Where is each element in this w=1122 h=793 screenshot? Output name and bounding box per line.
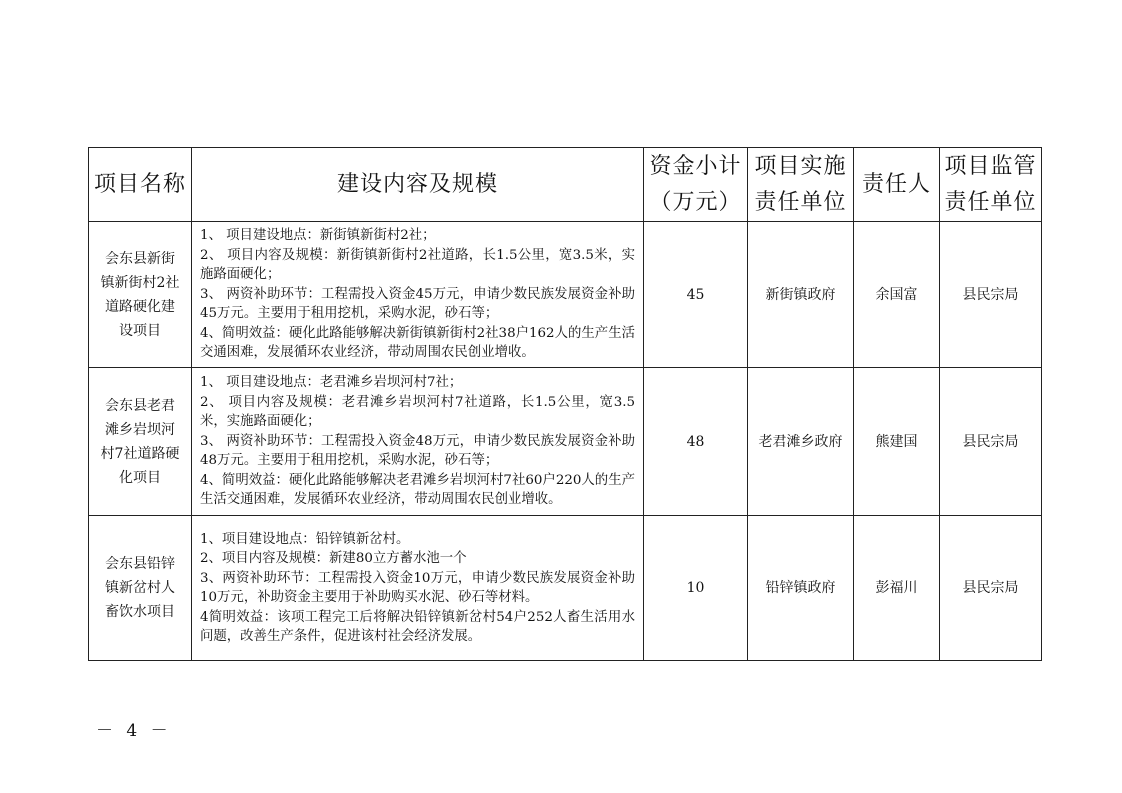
header-impl-line1: 项目实施 bbox=[754, 153, 847, 179]
funds-cell: 10 bbox=[644, 516, 748, 661]
supervise-unit-cell: 县民宗局 bbox=[940, 516, 1042, 661]
person-cell: 余国富 bbox=[854, 222, 940, 368]
header-supervise-unit bbox=[940, 148, 1042, 222]
table-row bbox=[89, 516, 1042, 661]
content-line: 4简明效益：该项工程完工后将解决铅锌镇新岔村54户252人畜生活用水问题，改善生产条件，促进该村社会经济发展。 bbox=[200, 609, 635, 644]
project-content-cell bbox=[192, 368, 644, 516]
impl-unit-cell: 新街镇政府 bbox=[748, 222, 854, 368]
funds-cell: 45 bbox=[644, 222, 748, 368]
header-funds-line1: 资金小计 bbox=[649, 153, 742, 179]
content-line: 1、项目建设地点：铅锌镇新岔村。 bbox=[200, 531, 410, 547]
person-cell: 彭福川 bbox=[854, 516, 940, 661]
project-name-cell: 会东县铅锌镇新岔村人畜饮水项目 bbox=[89, 516, 192, 661]
project-content-cell bbox=[192, 516, 644, 661]
content-line: 2、 项目内容及规模：新街镇新街村2社道路，长1.5公里，宽3.5米，实施路面硬化； bbox=[200, 247, 635, 283]
content-line: 2、项目内容及规模：新建80立方蓄水池一个 bbox=[200, 551, 467, 566]
table-row bbox=[89, 368, 1042, 516]
header-funds bbox=[644, 148, 748, 222]
project-name-cell: 会东县新街镇新街村2社道路硬化建设项目 bbox=[89, 222, 192, 368]
content-line: 3、两资补助环节：工程需投入资金10万元，申请少数民族发展资金补助10万元，补助资金主要用于补助购买水泥、砂石等材料。 bbox=[200, 570, 635, 605]
page-number: － 4 － bbox=[96, 721, 172, 741]
table-row bbox=[89, 222, 1042, 368]
content-line: 1、 项目建设地点：新街镇新街村2社； bbox=[200, 228, 436, 244]
table-header-row bbox=[89, 148, 1042, 222]
content-line: 4、简明效益：硬化此路能够解决老君滩乡岩坝河村7社60户220人的生产生活交通困难，发展循环农业经济，带动周围农民创业增收。 bbox=[200, 472, 635, 508]
header-impl-line2: 责任单位 bbox=[754, 189, 847, 215]
content-line: 1、 项目建设地点：老君滩乡岩坝河村7社； bbox=[200, 375, 463, 391]
content-line: 3、 两资补助环节：工程需投入资金48万元，申请少数民族发展资金补助48万元。主要用于租用挖机，采购水泥，砂石等； bbox=[200, 433, 635, 469]
content-line: 2、 项目内容及规模：老君滩乡岩坝河村7社道路，长1.5公里，宽3.5米，实施路面硬化； bbox=[200, 394, 635, 430]
impl-unit-cell: 老君滩乡政府 bbox=[748, 368, 854, 516]
supervise-unit-cell: 县民宗局 bbox=[940, 222, 1042, 368]
content-line: 4、简明效益：硬化此路能够解决新街镇新街村2社38户162人的生产生活交通困难，发展循环农业经济，带动周围农民创业增收。 bbox=[200, 325, 635, 361]
header-funds-line2: （万元） bbox=[649, 189, 742, 215]
header-content: 建设内容及规模 bbox=[192, 148, 644, 222]
person-cell: 熊建国 bbox=[854, 368, 940, 516]
header-impl-unit bbox=[748, 148, 854, 222]
impl-unit-cell: 铅锌镇政府 bbox=[748, 516, 854, 661]
funds-cell: 48 bbox=[644, 368, 748, 516]
project-content-cell bbox=[192, 222, 644, 368]
header-supervise-line2: 责任单位 bbox=[944, 189, 1037, 215]
content-line: 3、 两资补助环节：工程需投入资金45万元，申请少数民族发展资金补助45万元。主要用于租用挖机，采购水泥，砂石等； bbox=[200, 286, 635, 322]
project-name-cell: 会东县老君滩乡岩坝河村7社道路硬化项目 bbox=[89, 368, 192, 516]
header-person: 责任人 bbox=[854, 148, 940, 222]
project-table bbox=[88, 147, 1042, 661]
supervise-unit-cell: 县民宗局 bbox=[940, 368, 1042, 516]
header-supervise-line1: 项目监管 bbox=[944, 153, 1037, 179]
header-project-name: 项目名称 bbox=[89, 148, 192, 222]
